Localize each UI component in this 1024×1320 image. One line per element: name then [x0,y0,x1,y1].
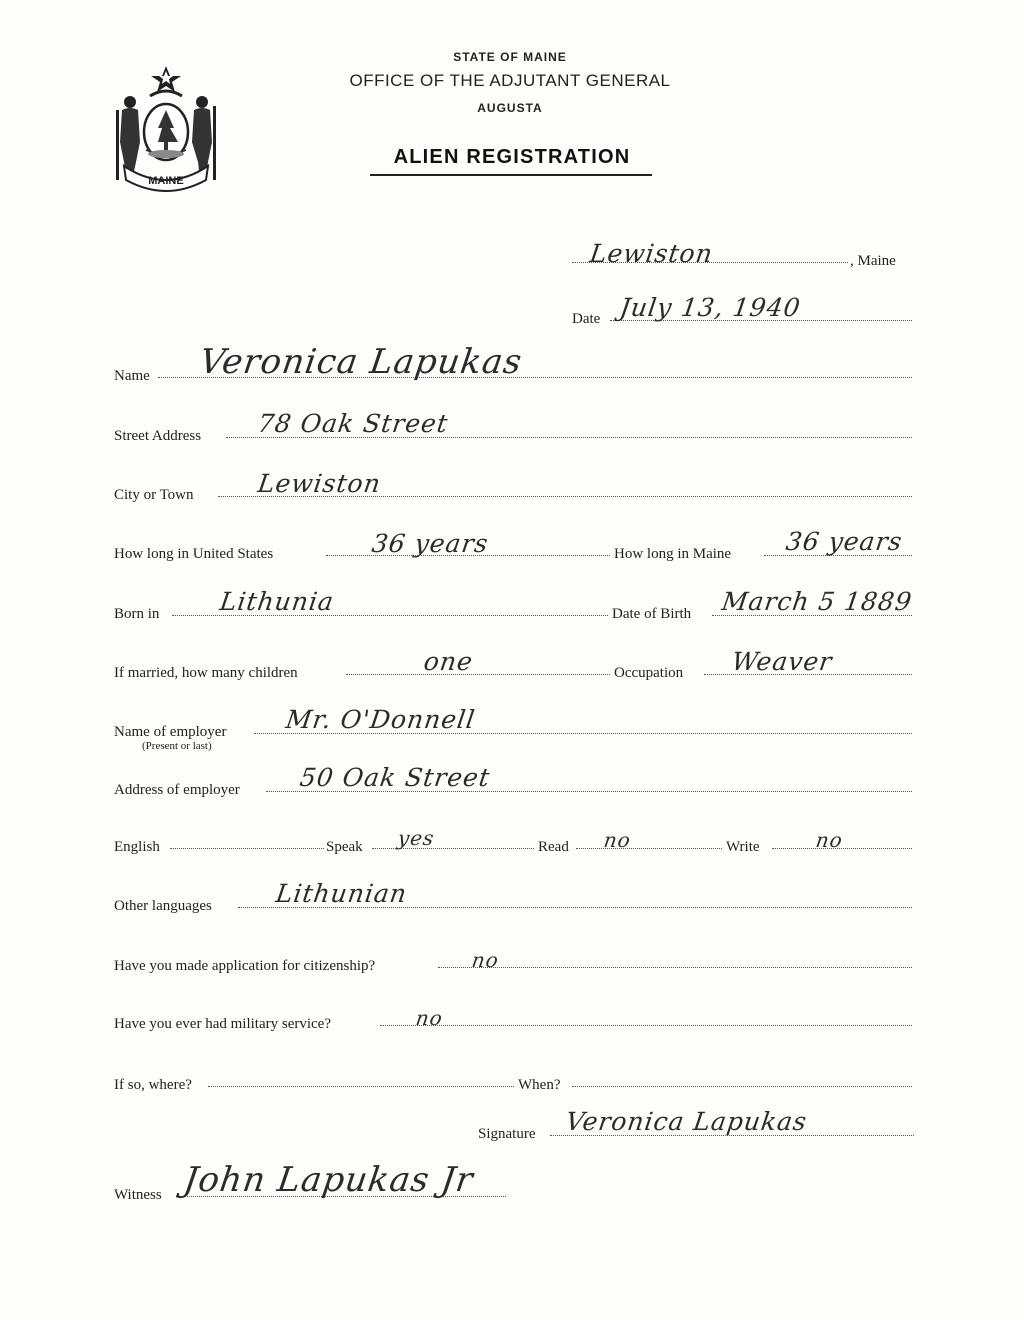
children-line [346,674,610,675]
employer-address-label: Address of employer [114,782,240,798]
dob-label: Date of Birth [612,606,692,622]
maine-label: , Maine [850,253,896,269]
name-label: Name [114,368,150,384]
title-underline [370,174,652,176]
born-in-label: Born in [114,606,160,622]
witness-label: Witness [114,1187,162,1203]
military-line [380,1025,912,1026]
date-label: Date [572,311,601,327]
write-value: no [814,828,845,852]
citizenship-label: Have you made application for citizenship? [114,958,376,974]
dob-value: March 5 1889 [720,587,915,616]
read-value: no [602,828,633,852]
city-heading: AUGUSTA [477,101,543,115]
speak-value: yes [396,826,437,850]
where-line [208,1086,514,1087]
military-value: no [414,1006,445,1030]
long-maine-value: 36 years [784,527,905,556]
city-town-label: City or Town [114,487,194,503]
seal-banner: MAINE [148,175,184,187]
employer-address-value: 50 Oak Street [298,763,493,792]
born-in-value: Lithunia [218,587,336,616]
when-label: When? [518,1077,561,1093]
write-line [772,848,912,849]
employer-value: Mr. O'Donnell [284,705,478,734]
other-languages-label: Other languages [114,898,212,914]
other-languages-value: Lithunian [274,879,410,908]
date-value: July 13, 1940 [618,293,803,322]
witness-value: John Lapukas Jr [181,1160,477,1200]
signature-label: Signature [478,1126,536,1142]
married-label: If married, how many children [114,665,298,681]
military-label: Have you ever had military service? [114,1016,331,1032]
write-label: Write [726,839,760,855]
street-value: 78 Oak Street [256,409,451,438]
state-heading: STATE OF MAINE [453,50,567,64]
when-line [572,1086,912,1087]
read-label: Read [538,839,569,855]
citizenship-value: no [470,948,501,972]
street-label: Street Address [114,428,202,444]
citizenship-line [438,967,912,968]
employer-sublabel: (Present or last) [142,740,212,752]
occupation-value: Weaver [730,647,835,676]
children-value: one [422,647,476,676]
english-line [170,848,324,849]
long-us-value: 36 years [370,529,491,558]
state-seal-icon [110,62,222,192]
long-maine-label: How long in Maine [614,546,732,562]
read-line [576,848,722,849]
speak-label: Speak [326,839,363,855]
office-heading: OFFICE OF THE ADJUTANT GENERAL [349,71,671,90]
page-title: ALIEN REGISTRATION [393,146,631,168]
occupation-label: Occupation [614,665,684,681]
signature-value: Veronica Lapukas [564,1107,810,1136]
long-us-label: How long in United States [114,546,274,562]
where-label: If so, where? [114,1077,192,1093]
city-town-value: Lewiston [256,469,383,498]
employer-label: Name of employer [114,724,227,740]
name-value: Veronica Lapukas [197,342,525,382]
english-label: English [114,839,160,855]
place-value: Lewiston [588,239,715,268]
